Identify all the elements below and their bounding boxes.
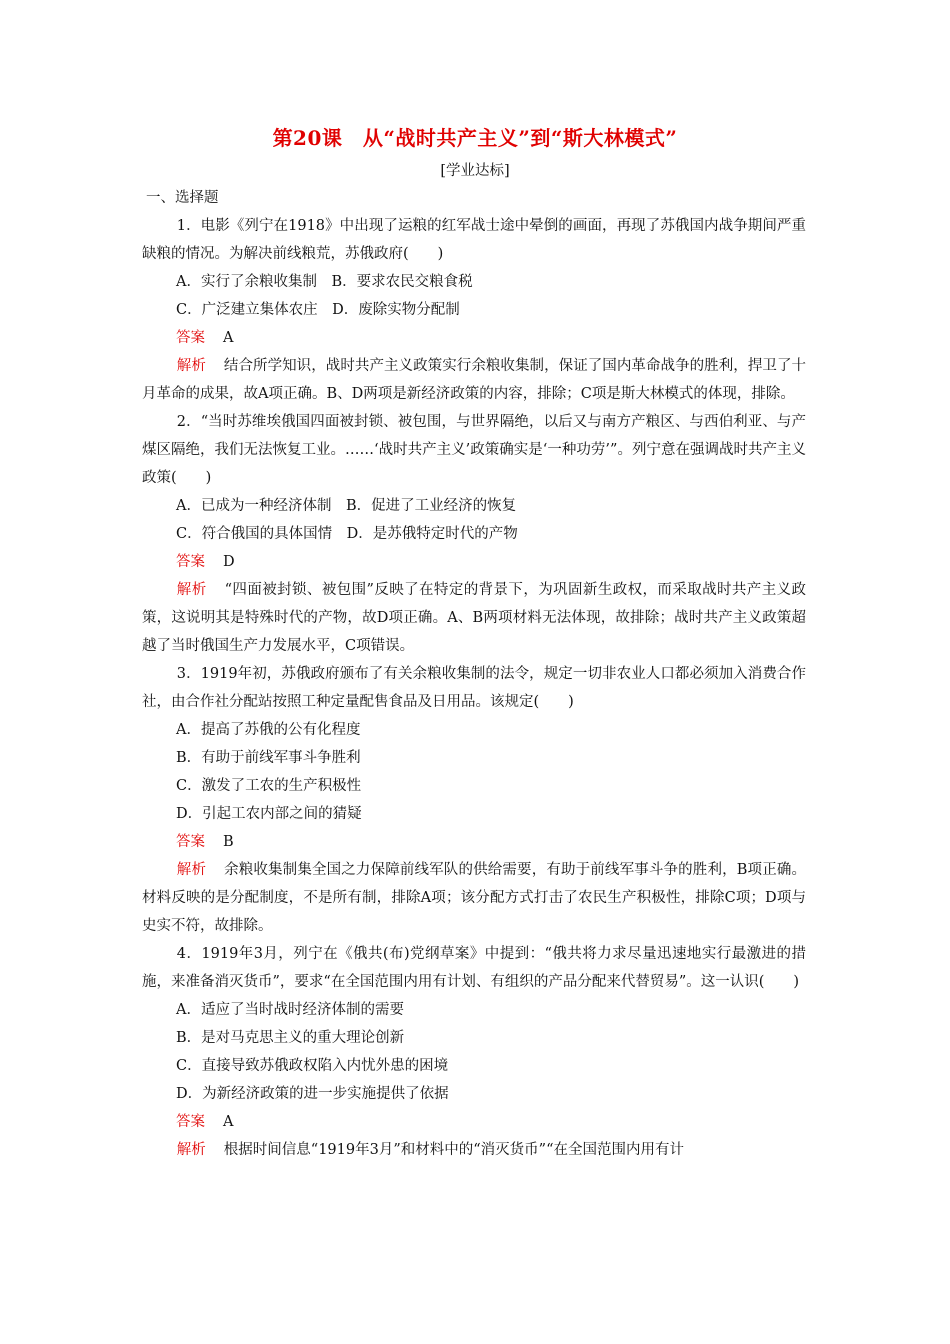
answer-label: 答案 <box>176 834 205 850</box>
page-subtitle: [学业达标] <box>440 163 510 179</box>
option-line: C．广泛建立集体农庄 D．废除实物分配制 <box>176 302 460 318</box>
answer-line <box>142 548 806 576</box>
option-line: C．激发了工农的生产积极性 <box>176 778 362 794</box>
option-line: B．是对马克思主义的重大理论创新 <box>176 1030 405 1046</box>
analysis-text: 余粮收集制集全国之力保障前线军队的供给需要，有助于前线军事斗争的胜利，B项正确。材料反映的是分配制度，不是所有制，排除A项；该分配方式打击了农民生产积极性，排除C项；D项与史实不符，故排除。 <box>142 862 806 934</box>
question-stem: 3．1919年初，苏俄政府颁布了有关余粮收集制的法令，规定一切非农业人口都必须加入消费合作社，由合作社分配站按照工种定量配售食品及日用品。该规定( ) <box>142 666 806 710</box>
document-body <box>142 184 806 1164</box>
option-line: A．提高了苏俄的公有化程度 <box>176 722 361 738</box>
answer-line <box>142 324 806 352</box>
option-line: D．引起工农内部之间的猜疑 <box>176 806 362 822</box>
question-3 <box>142 660 806 940</box>
analysis-paragraph <box>142 576 806 660</box>
answer-line <box>142 828 806 856</box>
option-line: A．适应了当时战时经济体制的需要 <box>176 1002 404 1018</box>
question-stem: 4．1919年3月，列宁在《俄共(布)党纲草案》中提到：“俄共将力求尽量迅速地实行最激进的措施，来准备消灭货币”，要求“在全国范围内用有计划、有组织的产品分配来代替贸易”。这一认识( ) <box>142 946 806 990</box>
analysis-text: 根据时间信息“1919年3月”和材料中的“消灭货币”“在全国范围内用有计 <box>223 1142 684 1158</box>
question-1 <box>142 212 806 408</box>
question-4 <box>142 940 806 1164</box>
page-title: 第20课 从“战时共产主义”到“斯大林模式” <box>272 126 678 150</box>
question-2 <box>142 408 806 660</box>
question-stem: 1．电影《列宁在1918》中出现了运粮的红军战士途中晕倒的画面，再现了苏俄国内战争期间严重缺粮的情况。为解决前线粮荒，苏俄政府( ) <box>142 218 806 262</box>
analysis-text: 结合所学知识，战时共产主义政策实行余粮收集制，保证了国内革命战争的胜利，捍卫了十月革命的成果，故A项正确。B、D两项是新经济政策的内容，排除；C项是斯大林模式的体现，排除。 <box>142 358 806 402</box>
answer-value: A <box>223 1114 234 1130</box>
option-line: D．为新经济政策的进一步实施提供了依据 <box>176 1086 449 1102</box>
answer-label: 答案 <box>176 1114 205 1130</box>
analysis-label: 解析 <box>176 358 206 374</box>
answer-value: D <box>223 554 235 570</box>
option-line: A．已成为一种经济体制 B．促进了工业经济的恢复 <box>176 498 517 514</box>
analysis-label: 解析 <box>176 582 207 598</box>
analysis-paragraph <box>142 352 806 408</box>
answer-label: 答案 <box>176 554 205 570</box>
analysis-label: 解析 <box>176 862 207 878</box>
analysis-paragraph <box>142 856 806 940</box>
option-line: B．有助于前线军事斗争胜利 <box>176 750 361 766</box>
option-line: C．符合俄国的具体国情 D．是苏俄特定时代的产物 <box>176 526 518 542</box>
answer-value: B <box>223 834 234 850</box>
answer-value: A <box>223 330 234 346</box>
question-stem: 2．“当时苏维埃俄国四面被封锁、被包围，与世界隔绝，以后又与南方产粮区、与西伯利亚、与产煤区隔绝，我们无法恢复工业。……‘战时共产主义’政策确实是‘一种功劳’”。列宁意在强调战时共产主义政策( ) <box>142 414 806 486</box>
answer-label: 答案 <box>176 330 205 346</box>
answer-line <box>142 1108 806 1136</box>
analysis-paragraph <box>142 1136 806 1164</box>
analysis-label: 解析 <box>176 1142 206 1158</box>
analysis-text: “四面被封锁、被包围”反映了在特定的背景下，为巩固新生政权，而采取战时共产主义政策，这说明其是特殊时代的产物，故D项正确。A、B两项材料无法体现，故排除；战时共产主义政策超越了当时俄国生产力发展水平，C项错误。 <box>142 582 807 654</box>
option-line: C．直接导致苏俄政权陷入内忧外患的困境 <box>176 1058 449 1074</box>
section-heading: 一、选择题 <box>146 190 219 206</box>
option-line: A．实行了余粮收集制 B．要求农民交粮食税 <box>176 274 473 290</box>
